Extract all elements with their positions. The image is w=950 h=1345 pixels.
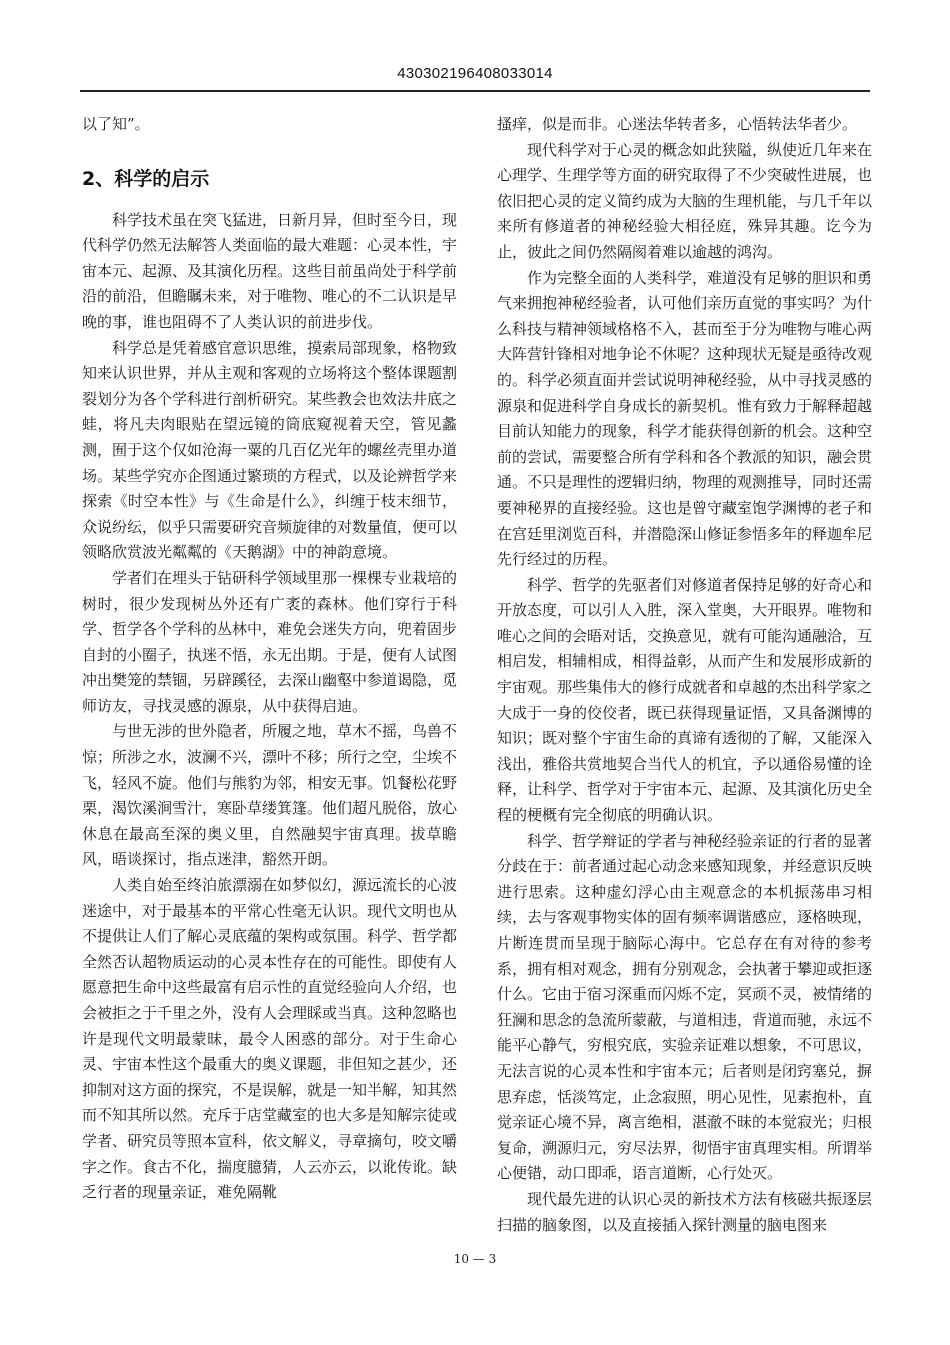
paragraph: 科学技术虽在突飞猛进，日新月异，但时至今日，现代科学仍然无法解答人类面临的最大难题：心灵本性，宇宙本元、起源、及其演化历程。这些目前虽尚处于科学前沿的前沿，但瞻瞩未来，对于唯物、唯心的不二认识是早晚的事，谁也阻碍不了人类认识的前进步伐。 — [82, 210, 458, 331]
section-heading: 2、科学的启示 — [82, 167, 210, 190]
document-id-header: 430302196408033014 — [397, 65, 553, 82]
paragraph: 作为完整全面的人类科学，难道没有足够的胆识和勇气来拥抱神秘经验者，认可他们亲历直觉的事实吗？为什么科技与精神领域格格不入，甚而至于分为唯物与唯心两大阵营针锋相对地争论不休呢？这种现状无疑是亟待改观的。科学必须直面并尝试说明神秘经验，从中寻找灵感的源泉和促进科学自身成长的新契机。惟有致力于解释超越目前认知能力的现象，科学才能获得创新的机会。这种空前的尝试，需要整合所有学科和各个教派的知识，融会贯通。不只是理性的逻辑归纳，物理的观测推导，同时还需要神秘界的直接经验。这也是曾守藏室饱学渊博的老子和在宫廷里浏览百科，并潜隐深山修证参悟多年的释迦牟尼先行经过的历程。 — [497, 268, 873, 569]
paragraph: 搔痒，似是而非。心迷法华转者多，心悟转法华者少。 — [497, 115, 858, 133]
paragraph: 与世无涉的世外隐者，所履之地，草木不摇，鸟兽不惊；所涉之水，波澜不兴，漂叶不移；所行之空，尘埃不飞，轻风不旋。他们与熊豹为邻，相安无事。饥餐松花野栗，渴饮溪涧雪汁，寒卧草缕箕篷。他们超凡脱俗，放心休息在最高至深的奥义里，自然融契宇宙真理。拔草瞻风，晤谈探讨，指点迷津，豁然开朗。 — [82, 722, 458, 869]
right-column — [497, 112, 872, 1238]
paragraph: 学者们在埋头于钻研科学领域里那一棵棵专业栽培的树时，很少发现树丛外还有广袤的森林。他们穿行于科学、哲学各个学科的丛林中，难免会迷失方向，兜着固步自封的小圈子，执迷不悟，永无出期。于是，便有人试图冲出樊笼的禁锢，另辟蹊径，去深山幽壑中参道谒隐，觅师访友，寻找灵感的源泉，从中获得启迪。 — [82, 568, 458, 715]
paragraph: 人类自始至终泊旅漂溺在如梦似幻，源远流长的心波迷途中，对于最基本的平常心性毫无认识。现代文明也从不提供让人们了解心灵底蕴的架构或氛围。科学、哲学都全然否认超物质运动的心灵本性存在的可能性。即使有人愿意把生命中这些最富有启示性的直觉经验向人介绍，也会被拒之于千里之外，没有人会理睬或当真。这种忽略也许是现代文明最蒙昧，最令人困惑的部分。对于生命心灵、宇宙本性这个最重大的奥义课题，非但知之甚少，还抑制对这方面的探究，不是误解，就是一知半解，知其然而不知其所以然。充斥于店堂藏室的也大多是知解宗徒或学者、研究员等照本宣科，依文解义，寻章摘句，咬文嚼字之作。食古不化，揣度臆猜，人云亦云，以讹传讹。缺乏行者的现量亲证，难免隔靴 — [82, 876, 458, 1202]
page-number: 10 — 3 — [453, 1252, 497, 1266]
paragraph: 科学总是凭着感官意识思维，摸索局部现象，格物致知来认识世界，并从主观和客观的立场将这个整体课题割裂划分为各个学科进行剖析研究。某些教会也效法井底之蛙，将凡夫肉眼贴在望远镜的筒底窥视着天空，管见蠡测，囿于这个仅如沧海一粟的几百亿光年的螺丝壳里办道场。某些学究亦企图通过繁琐的方程式，以及论辨哲学来探索《时空本性》与《生命是什么》，纠缠于枝末细节，众说纷纭，似乎只需要研究音频旋律的对数量值，便可以领略欣赏波光粼粼的《天鹅湖》中的神韵意境。 — [82, 338, 458, 562]
paragraph: 现代科学对于心灵的概念如此狭隘，纵使近几年来在心理学、生理学等方面的研究取得了不少突破性进展，也依旧把心灵的定义简约成为大脑的生理机能，与几千年以来所有修道者的神秘经验大相径庭，殊异其趣。讫今为止，彼此之间仍然隔阂着难以逾越的鸿沟。 — [497, 140, 873, 261]
paragraph: 现代最先进的认识心灵的新技术方法有核磁共振逐层扫描的脑象图，以及直接插入探针测量的脑电图来 — [497, 1189, 873, 1234]
paragraph: 科学、哲学辩证的学者与神秘经验亲证的行者的显著分歧在于：前者通过起心动念来感知现象，并经意识反映进行思索。这种虚幻浮心由主观意念的本机振荡串习相续，去与客观事物实体的固有频率调谐感应，逐格映现，片断连贯而呈现于脑际心海中。它总存在有对待的参考系，拥有相对观念，拥有分别观念，会执著于攀迎或拒逐什么。它由于宿习深重而闪烁不定，冥顽不灵，被情绪的狂澜和思念的急流所蒙蔽，与道相违，背道而驰，永远不能平心静气，穷根究底，实验亲证难以想象，不可思议，无法言说的心灵本性和宇宙本元；后者则是闭窍塞兑，摒思弃虑，恬淡笃定，止念寂照，明心见性，见素抱朴，直觉亲证心境不异，离言绝相，湛澈不昧的本觉寂光；归根复命，溯源归元，穷尽法界，彻悟宇宙真理实相。所谓举心便错，动口即乖，语言道断，心行处灭。 — [497, 831, 873, 1183]
paragraph: 科学、哲学的先驱者们对修道者保持足够的好奇心和开放态度，可以引人入胜，深入堂奥，大开眼界。唯物和唯心之间的会晤对话，交换意见，就有可能沟通融洽，互相启发，相辅相成，相得益彰，从而产生和发展形成新的宇宙观。那些集伟大的修行成就者和卓越的杰出科学家之大成于一身的佼佼者，既已获得现量证悟，又具备渊博的知识；既对整个宇宙生命的真谛有透彻的了解，又能深入浅出，雅俗共赏地契合当代人的机宜，予以通俗易懂的诠释，让科学、哲学对于宇宙本元、起源、及其演化历史全程的梗概有完全彻底的明确认识。 — [497, 575, 873, 825]
left-column — [82, 112, 457, 1206]
header-divider — [80, 90, 870, 92]
paragraph: 以了知”。 — [82, 115, 150, 133]
